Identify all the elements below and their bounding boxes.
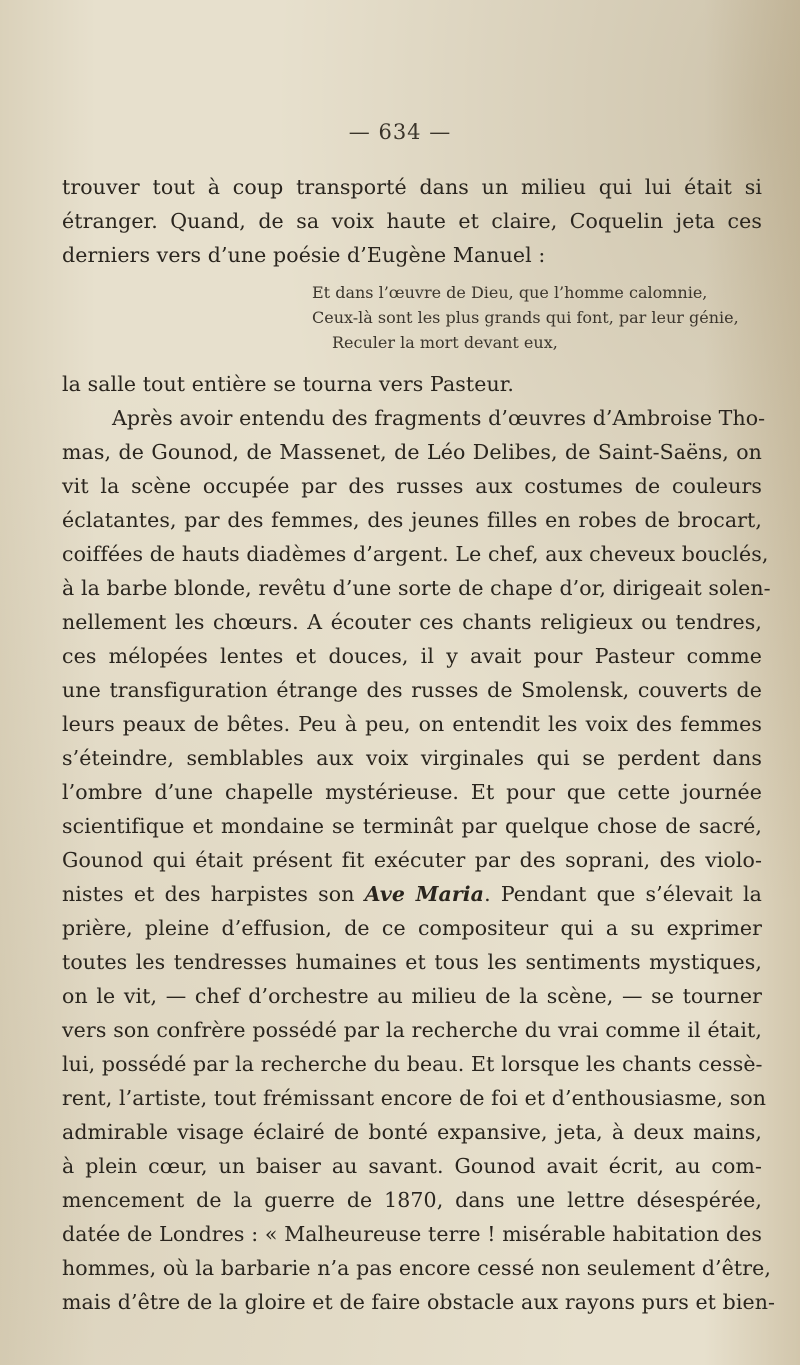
verse-quotation [62,280,762,355]
text-line: on le vit, — chef d’orchestre au milieu de la scène, — se tourner [62,984,762,1008]
text-line: étranger. Quand, de sa voix haute et claire, Coquelin jeta ces [62,209,762,233]
text-line: datée de Londres : « Malheureuse terre ! misérable habitation des [62,1222,762,1246]
text-segment: nistes et des harpistes son [62,882,365,906]
text-line: ces mélopées lentes et douces, il y avait pour Pasteur comme [62,644,762,668]
text-line: à plein cœur, un baiser au savant. Gounod avait écrit, au com- [62,1154,762,1178]
text-line: leurs peaux de bêtes. Peu à peu, on entendit les voix des femmes [62,712,762,736]
text-line: la salle tout entière se tourna vers Pasteur. [62,372,515,396]
text-line: derniers vers d’une poésie d’Eugène Manuel : [62,243,546,267]
text-line: scientifique et mondaine se terminât par quelque chose de sacré, [62,814,762,838]
text-line: mencement de la guerre de 1870, dans une lettre désespérée, [62,1188,762,1212]
text-line: rent, l’artiste, tout frémissant encore de foi et d’enthousiasme, son [62,1086,767,1110]
text-line: l’ombre d’une chapelle mystérieuse. Et pour que cette journée [62,780,762,804]
text-line: coiffées de hauts diadèmes d’argent. Le chef, aux cheveux bouclés, [62,542,769,566]
text-line: lui, possédé par la recherche du beau. Et lorsque les chants cessè- [62,1052,763,1076]
text-line: Gounod qui était présent fit exécuter par des soprani, des violo- [62,848,762,872]
text-line: éclatantes, par des femmes, des jeunes filles en robes de brocart, [62,508,762,532]
verse-line: Ceux-là sont les plus grands qui font, par leur génie, [312,308,739,327]
text-line: vers son confrère possédé par la recherche du vrai comme il était, [62,1018,762,1042]
work-title: Ave Maria [364,882,485,906]
text-line: trouver tout à coup transporté dans un milieu qui lui était si [62,175,762,199]
text-line: nellement les chœurs. A écouter ces chants religieux ou tendres, [62,610,762,634]
text-line-ave-maria [62,877,762,911]
text-line: prière, pleine d’effusion, de ce compositeur qui a su exprimer [62,916,762,940]
text-line: une transfiguration étrange des russes de Smolensk, couverts de [62,678,762,702]
text-line: Après avoir entendu des fragments d’œuvres d’Ambroise Tho- [112,406,766,430]
text-line: toutes les tendresses humaines et tous les sentiments mystiques, [62,950,762,974]
text-line: mas, de Gounod, de Massenet, de Léo Delibes, de Saint-Saëns, on [62,440,762,464]
page-number: — 634 — [348,120,452,144]
text-line: vit la scène occupée par des russes aux costumes de couleurs [62,474,762,498]
text-segment: . Pendant que s’élevait la [484,882,762,906]
verse-line: Et dans l’œuvre de Dieu, que l’homme calomnie, [312,283,708,302]
text-line: hommes, où la barbarie n’a pas encore cessé non seulement d’être, [62,1256,771,1280]
text-line: à la barbe blonde, revêtu d’une sorte de chape d’or, dirigeait solen- [62,576,771,600]
body-text [62,170,776,1319]
text-line: s’éteindre, semblables aux voix virginales qui se perdent dans [62,746,762,770]
text-line: mais d’être de la gloire et de faire obstacle aux rayons purs et bien- [62,1290,776,1314]
text-line: admirable visage éclairé de bonté expansive, jeta, à deux mains, [62,1120,762,1144]
verse-line: Reculer la mort devant eux, [332,333,558,352]
